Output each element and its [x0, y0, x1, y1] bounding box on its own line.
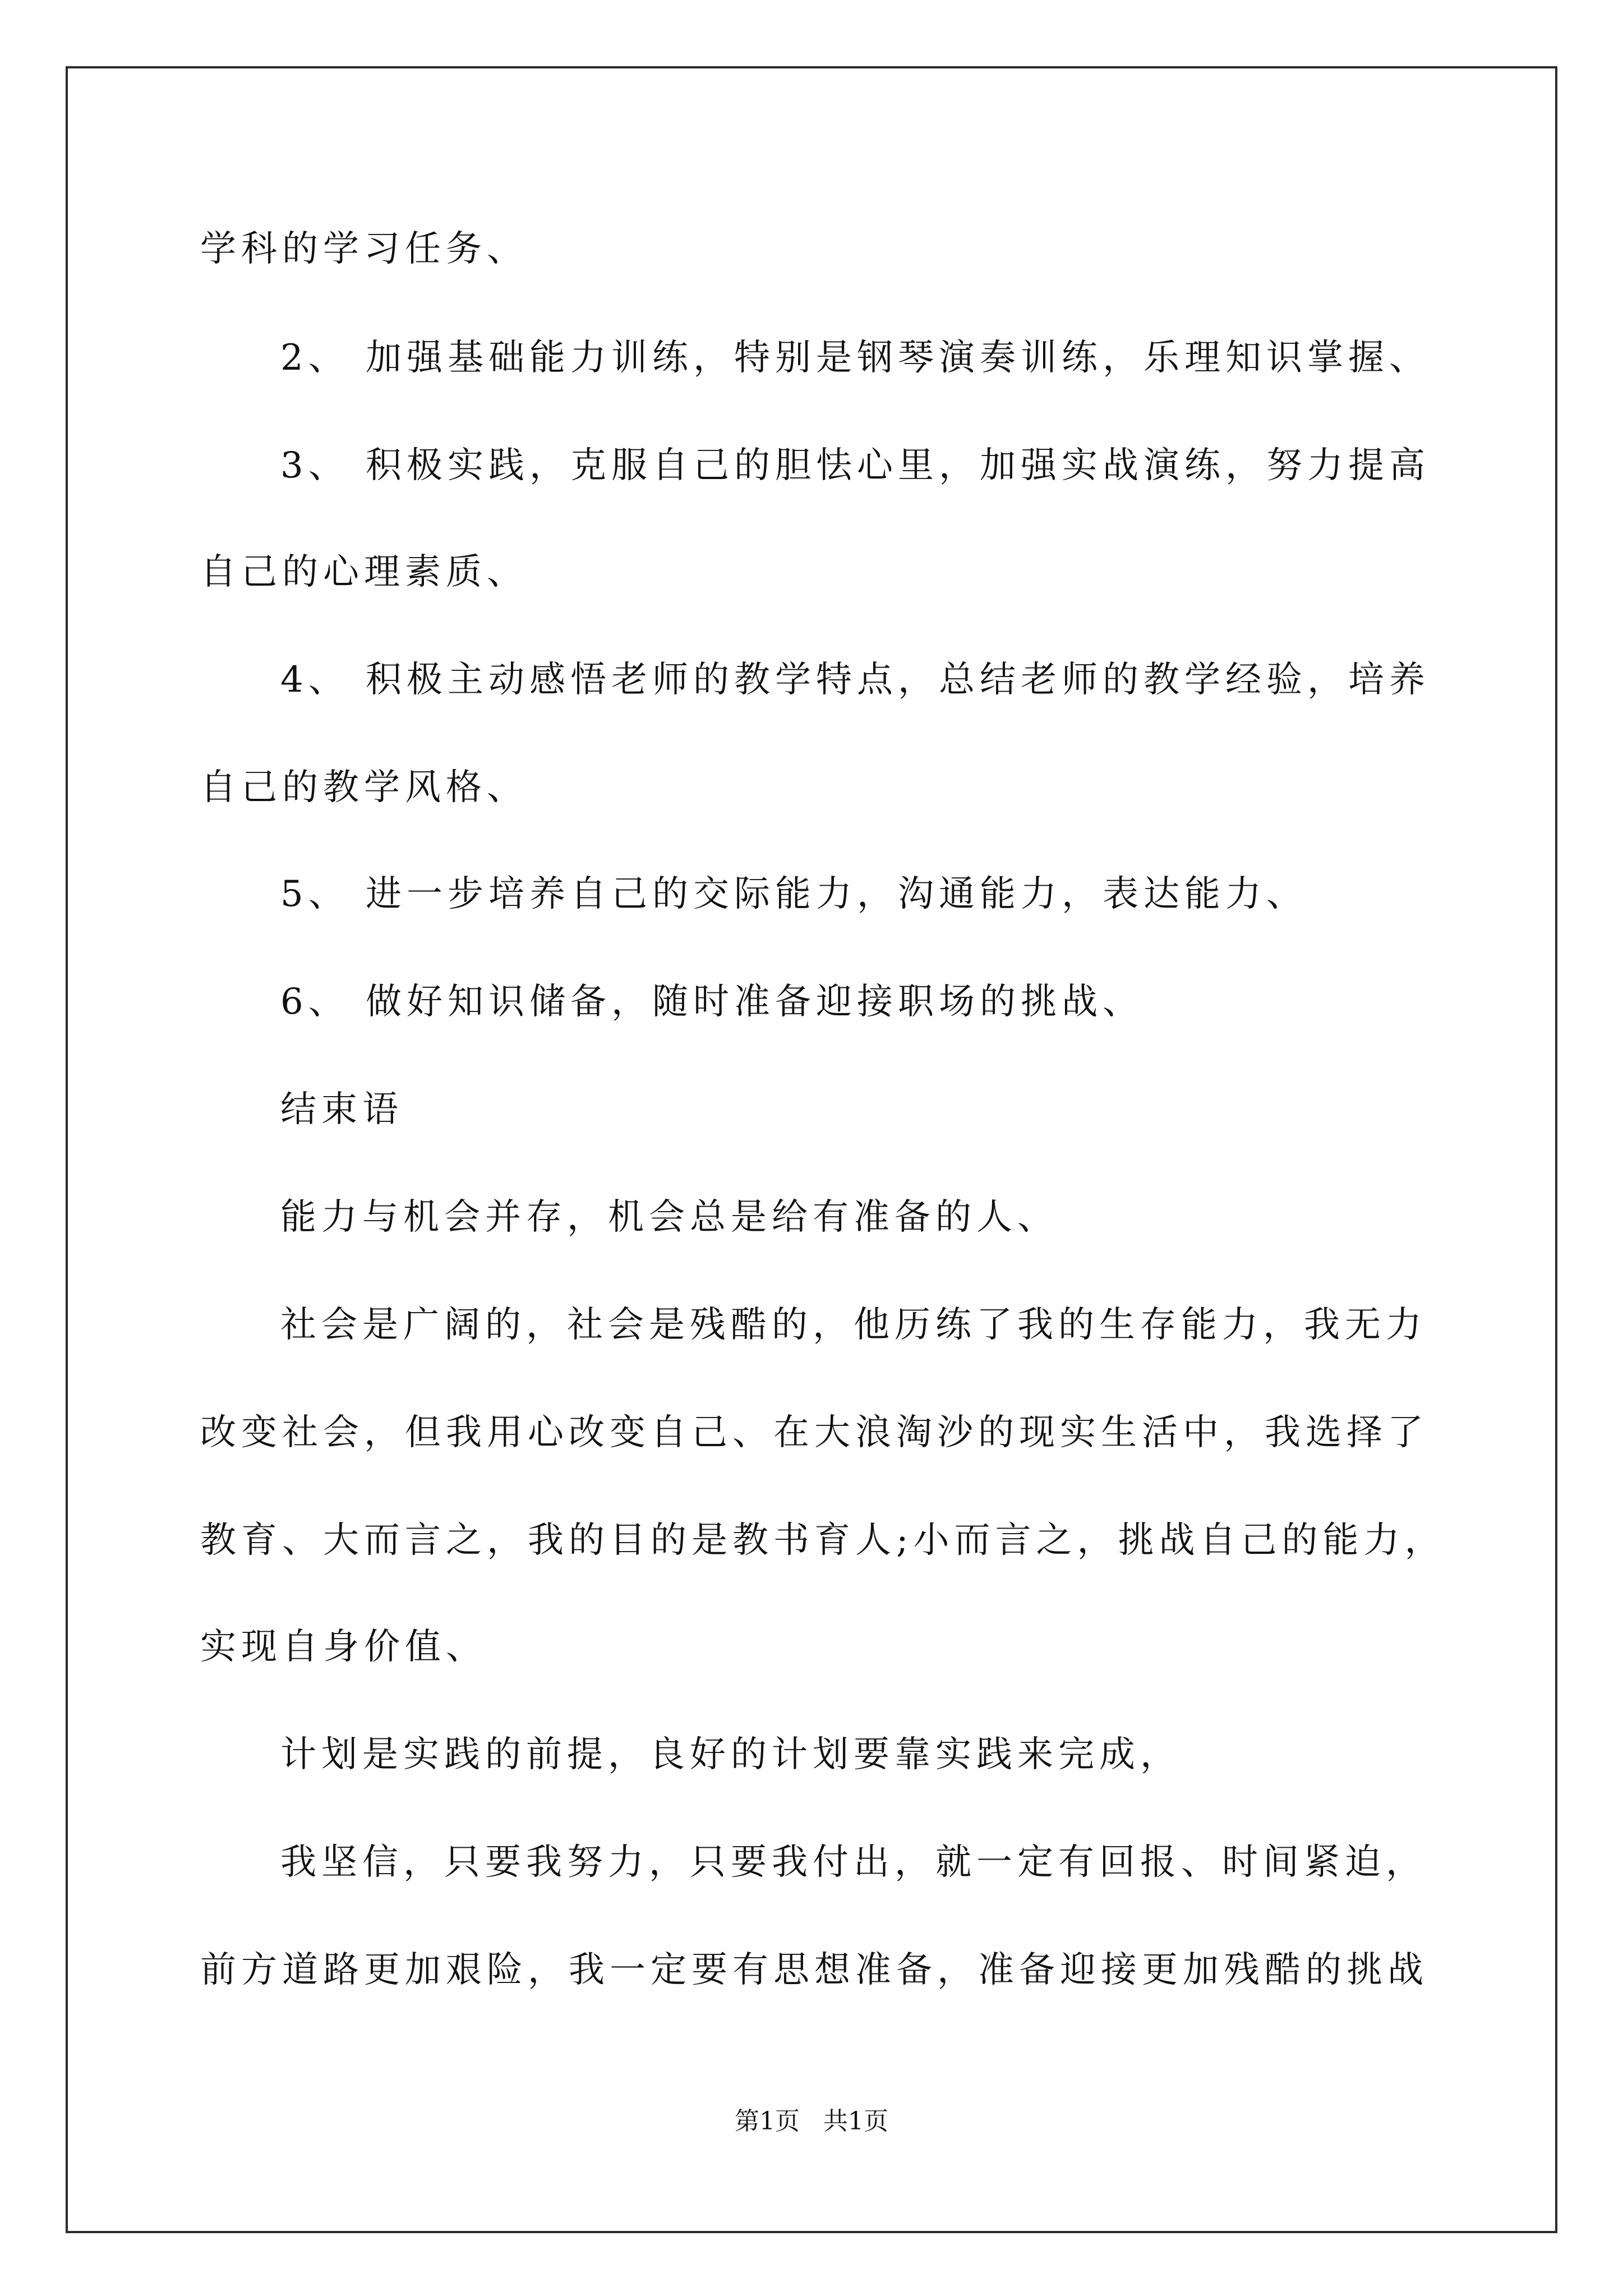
text-line-2: 2、 加强基础能力训练，特别是钢琴演奏训练，乐理知识掌握、 — [280, 337, 1431, 379]
text-line-13: 教育、大而言之，我的目的是教书育人;小而言之，挑战自己的能力， — [200, 1520, 1446, 1561]
page-number-footer: 第1页 共1页 — [735, 2107, 888, 2136]
text-line-11: 社会是广阔的，社会是残酷的，他历练了我的生存能力，我无力 — [280, 1304, 1427, 1346]
text-line-14: 实现自身价值、 — [200, 1626, 487, 1668]
text-line-4: 自己的心理素质、 — [200, 551, 528, 593]
text-line-15: 计划是实践的前提，良好的计划要靠实践来完成， — [280, 1734, 1181, 1775]
text-line-17: 前方道路更加艰险，我一定要有思想准备，准备迎接更加残酷的挑战 — [200, 1949, 1428, 1991]
text-line-5: 4、 积极主动感悟老师的教学特点，总结老师的教学经验，培养 — [280, 659, 1431, 701]
text-line-3: 3、 积极实践，克服自己的胆怯心里，加强实战演练，努力提高 — [280, 445, 1431, 486]
text-line-6: 自己的教学风格、 — [200, 767, 528, 808]
text-line-10: 能力与机会并存，机会总是给有准备的人、 — [280, 1197, 1058, 1238]
text-line-16: 我坚信，只要我努力，只要我付出，就一定有回报、时间紧迫， — [280, 1842, 1427, 1883]
section-heading: 结束语 — [280, 1089, 403, 1130]
text-line-1: 学科的学习任务、 — [200, 228, 528, 270]
text-line-8: 6、 做好知识储备，随时准备迎接职场的挑战、 — [280, 981, 1144, 1023]
text-line-7: 5、 进一步培养自己的交际能力，沟通能力，表达能力、 — [280, 873, 1308, 915]
text-line-12: 改变社会，但我用心改变自己、在大浪淘沙的现实生活中，我选择了 — [200, 1412, 1428, 1453]
page-border — [66, 66, 1557, 2233]
